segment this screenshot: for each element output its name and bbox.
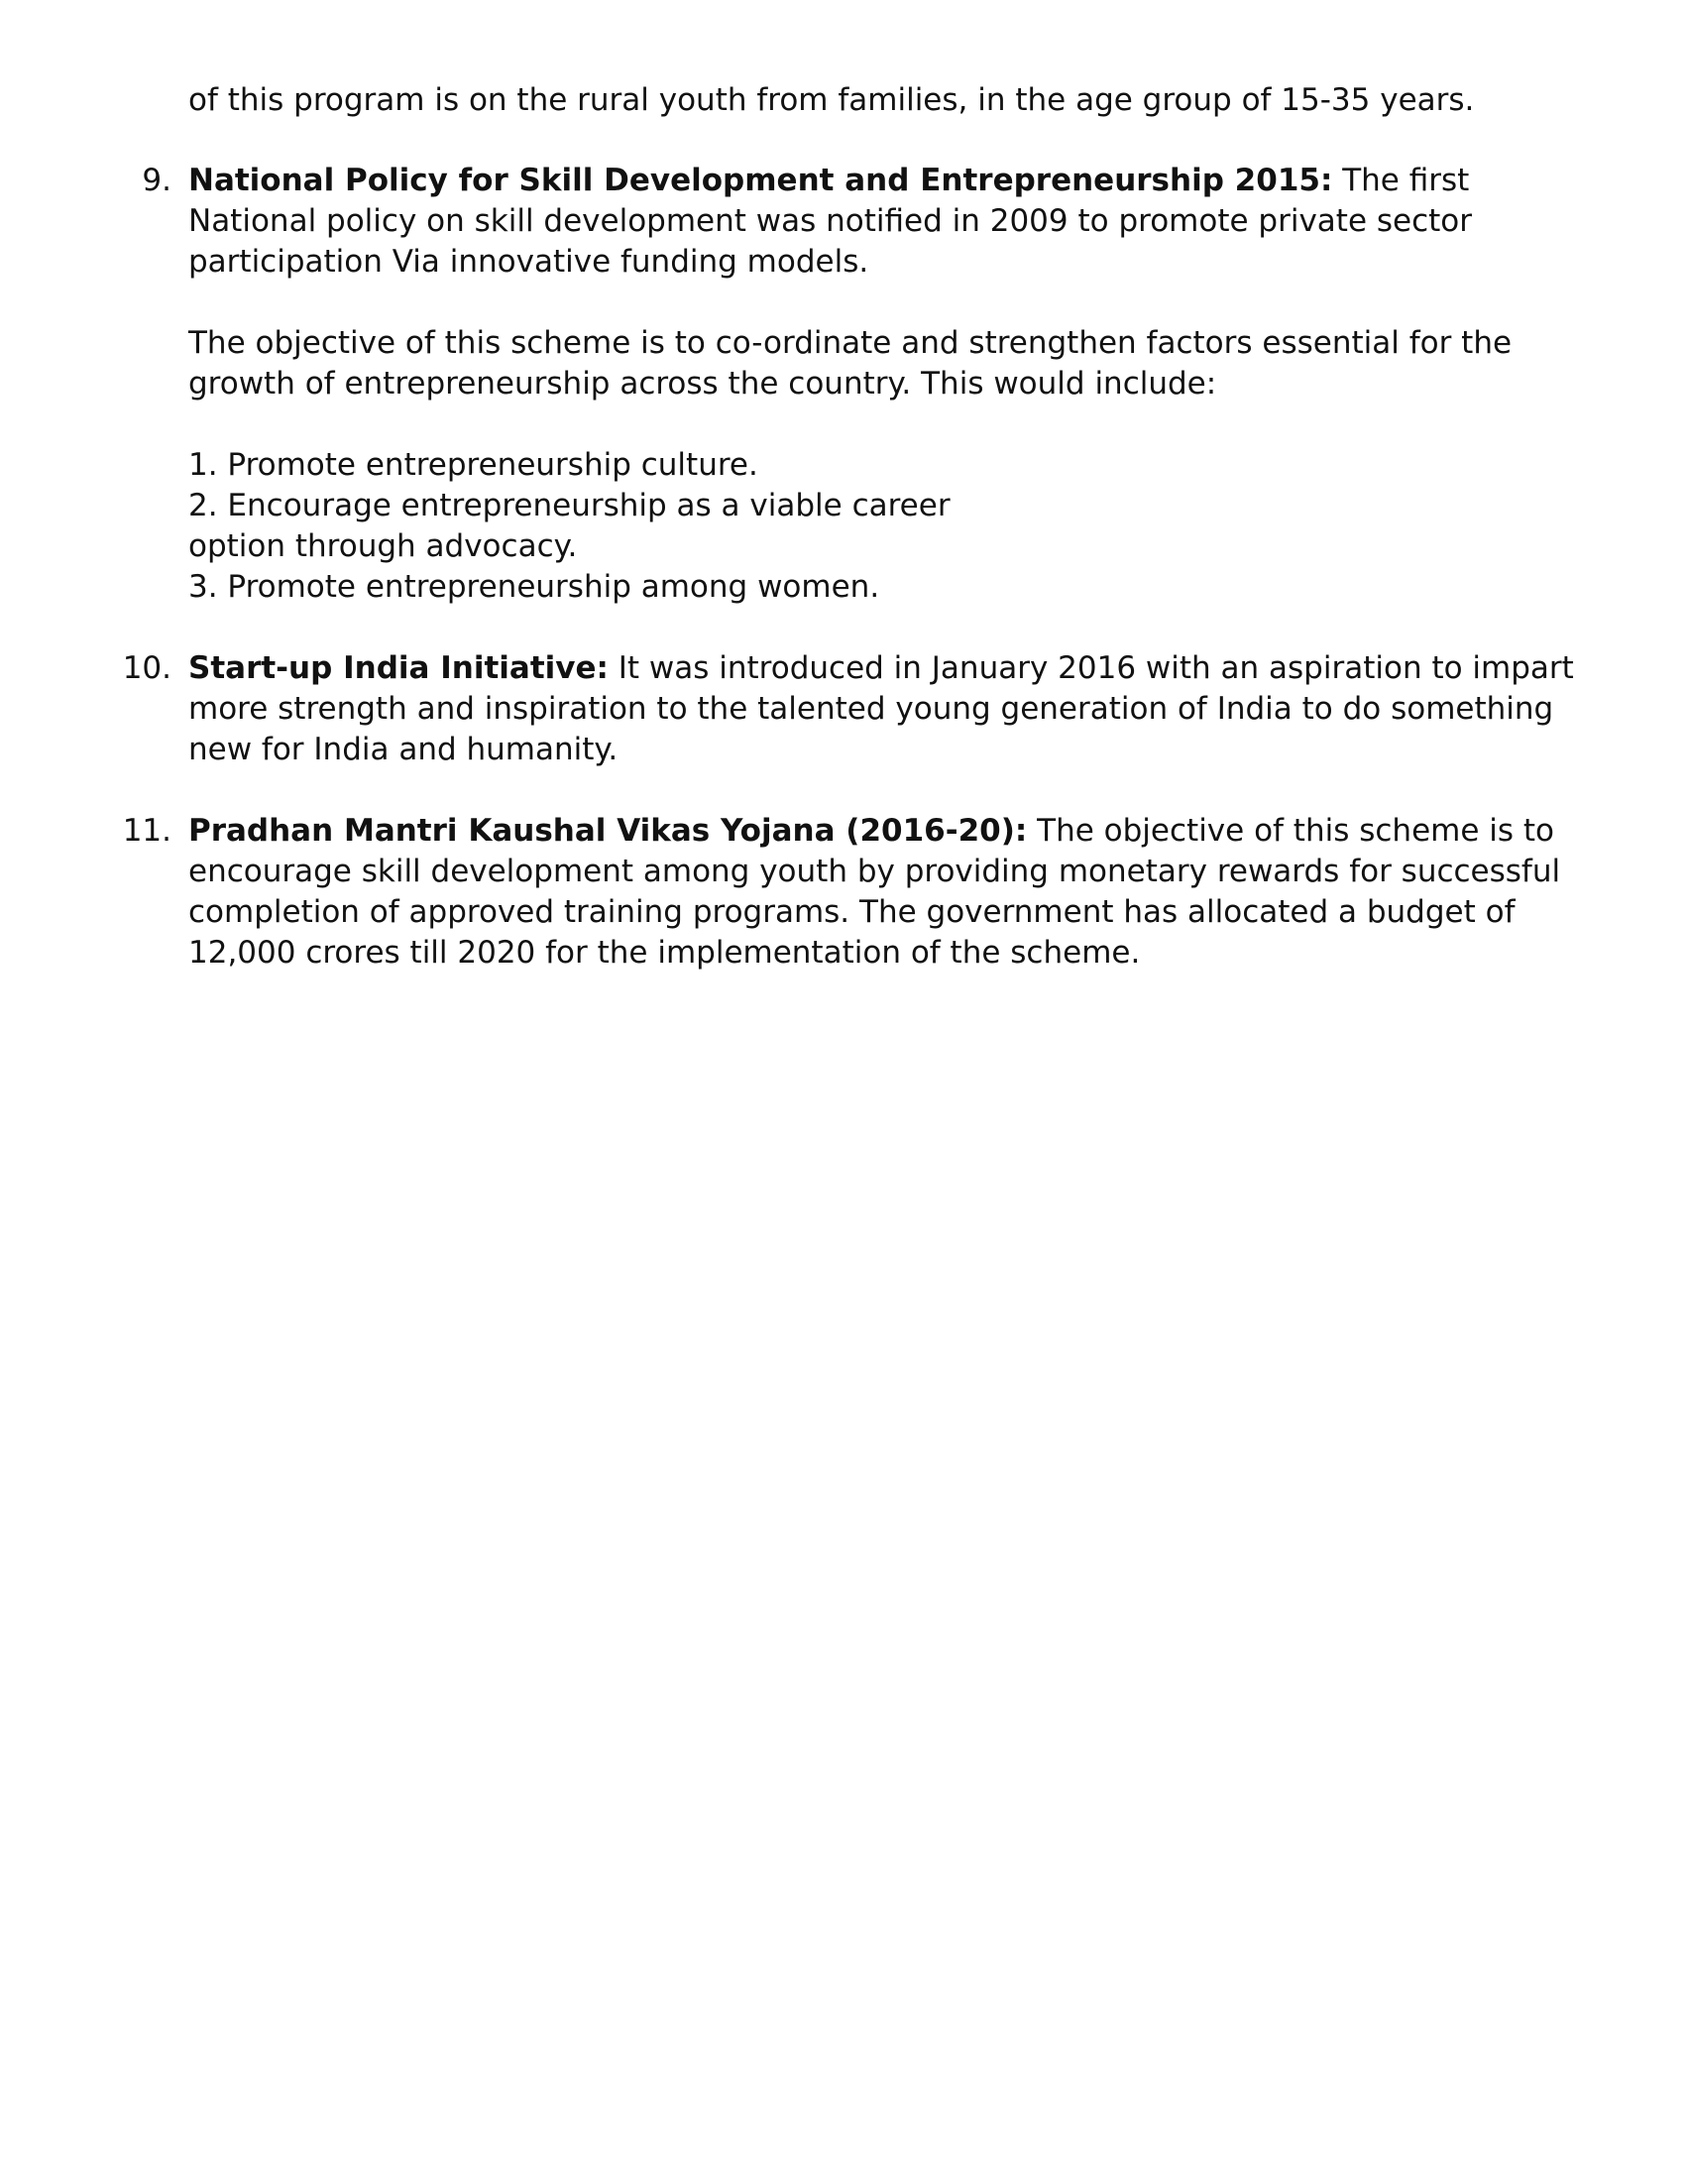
objective-list-item: 1. Promote entrepreneurship culture. bbox=[188, 447, 758, 483]
objective-paragraph: The objective of this scheme is to co-ordinate and strengthen factors essential for the growth of entrepreneurship across the country. This would include: bbox=[188, 325, 1513, 402]
objective-list-item: 2. Encourage entrepreneurship as a viable career bbox=[188, 488, 951, 523]
item-body bbox=[188, 811, 1596, 974]
item-heading: Start-up India Initiative: bbox=[188, 650, 609, 686]
item-number: 10. bbox=[122, 650, 171, 686]
item-text: It was introduced in January 2016 with an aspiration to impart more strength and inspiration to the talented young generation of India to do something new for India and humanity. bbox=[188, 650, 1574, 767]
item-heading: Pradhan Mantri Kaushal Vikas Yojana (2016-20): bbox=[188, 813, 1028, 849]
item-heading: National Policy for Skill Development and Entrepreneurship 2015: bbox=[188, 163, 1333, 198]
item-body bbox=[188, 648, 1596, 770]
item-text: The first National policy on skill development was notified in 2009 to promote private sector participation Via innovative funding models. bbox=[188, 163, 1473, 280]
item-number: 11. bbox=[122, 813, 171, 849]
item-text: The objective of this scheme is to encourage skill development among youth by providing monetary rewards for successful completion of approved training programs. The government has allocated a budget of 12,000 crores till 2020 for the implementation of the scheme. bbox=[188, 813, 1561, 971]
objective-list-item: 3. Promote entrepreneurship among women. bbox=[188, 569, 880, 605]
continuation-line: of this program is on the rural youth from families, in the age group of 15-35 years. bbox=[188, 82, 1475, 118]
objective-list-item: option through advocacy. bbox=[188, 528, 578, 564]
item-body bbox=[188, 161, 1596, 283]
item-number: 9. bbox=[142, 163, 171, 198]
